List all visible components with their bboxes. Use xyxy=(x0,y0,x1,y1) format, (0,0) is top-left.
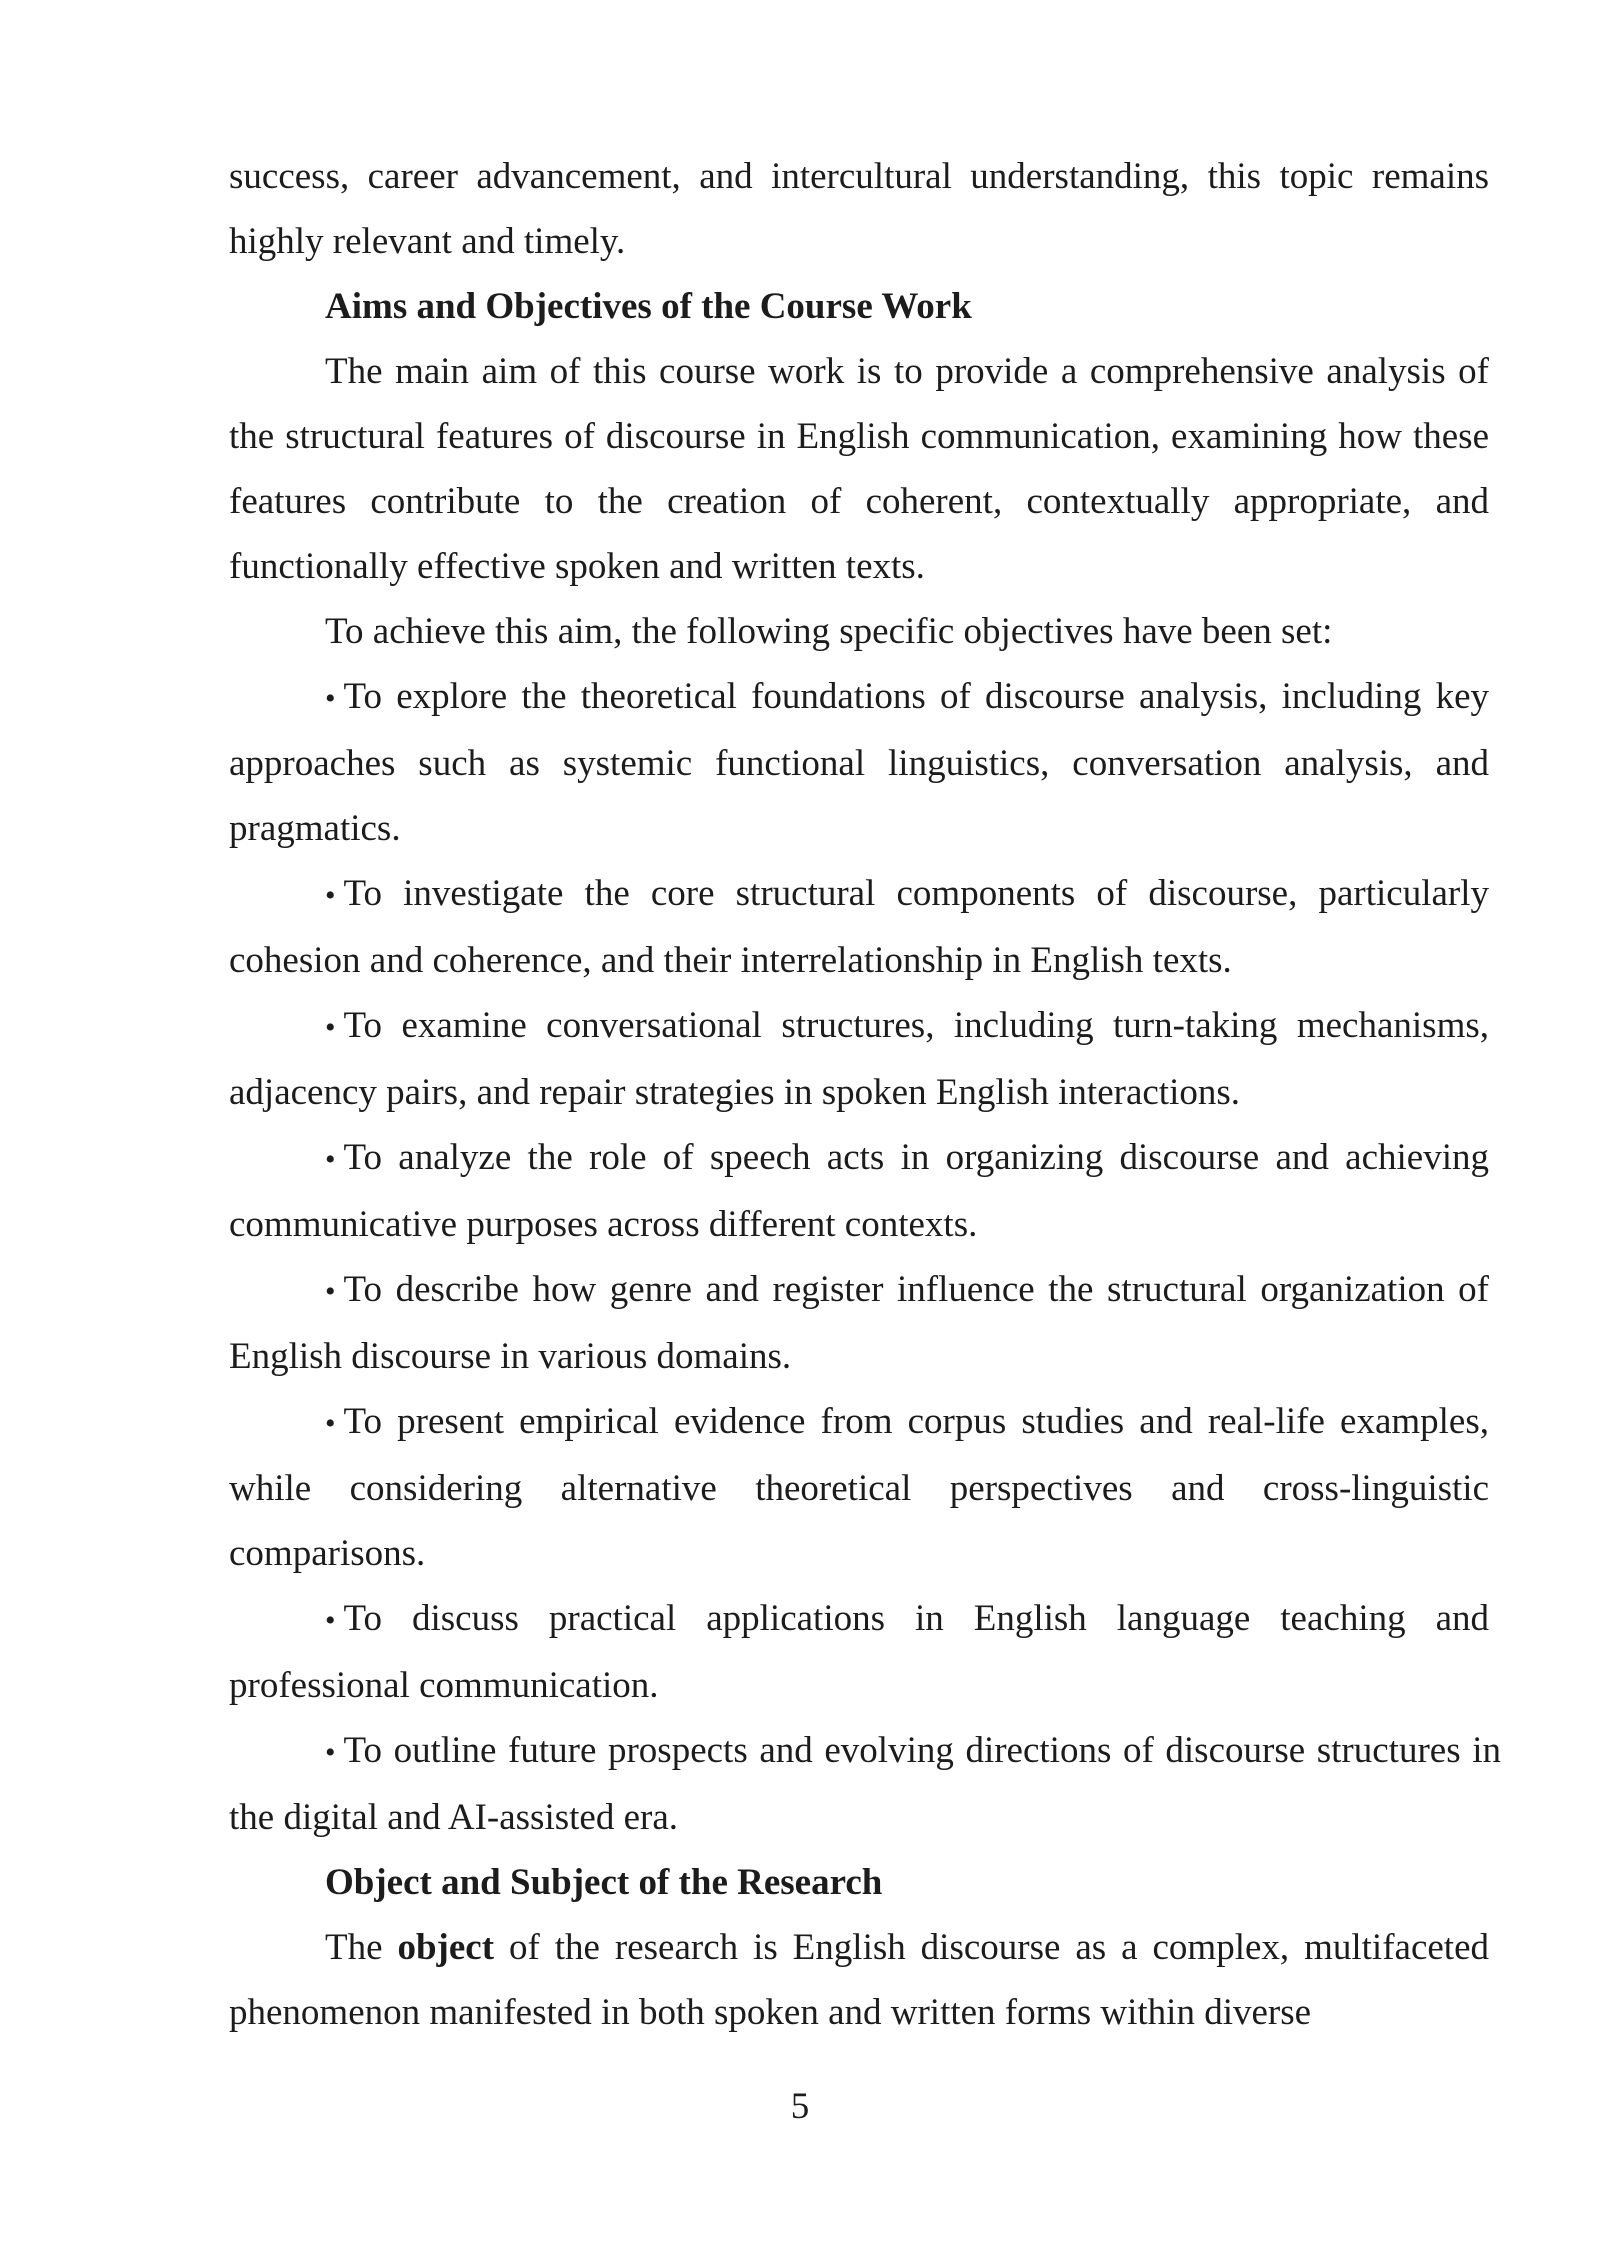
bullet-icon: • xyxy=(325,1275,336,1308)
objective-text: To describe how genre and register influence the structural organization of English discourse in various domains. xyxy=(229,1269,1489,1377)
objective-item xyxy=(229,1125,1489,1257)
bullet-icon: • xyxy=(325,1143,336,1176)
page-body xyxy=(229,144,1501,2045)
bullet-icon: • xyxy=(325,682,336,715)
bullet-icon: • xyxy=(325,1407,336,1440)
objective-text: To explore the theoretical foundations of discourse analysis, including key approaches such as systemic functional linguistics, conversation analysis, and pragmatics. xyxy=(229,676,1489,849)
objective-item xyxy=(229,664,1489,861)
object-paragraph xyxy=(229,1915,1489,2045)
objective-item xyxy=(229,993,1489,1125)
objective-item xyxy=(229,861,1489,993)
objective-text: To discuss practical applications in English language teaching and professional communication. xyxy=(229,1598,1489,1706)
objective-text: To examine conversational structures, including turn-taking mechanisms, adjacency pairs, and repair strategies in spoken English interactions. xyxy=(229,1005,1489,1113)
bullet-icon: • xyxy=(325,879,336,912)
object-body-text: of the research is English discourse as a complex, multifaceted phenomenon manifested in both spoken and written forms within diverse xyxy=(229,1927,1489,2033)
objective-item xyxy=(229,1718,1501,1850)
object-term: object xyxy=(397,1927,495,1968)
bullet-icon: • xyxy=(325,1011,336,1044)
page-number: 5 xyxy=(790,2086,810,2127)
object-lead-text: The xyxy=(325,1927,398,1968)
objective-text: To outline future prospects and evolving directions of discourse structures in the digital and AI-assisted era. xyxy=(229,1730,1501,1838)
aims-heading: Aims and Objectives of the Course Work xyxy=(325,286,972,327)
objective-item xyxy=(229,1389,1489,1586)
objective-item xyxy=(229,1257,1489,1389)
objective-item xyxy=(229,1586,1489,1718)
object-subject-heading: Object and Subject of the Research xyxy=(325,1862,883,1903)
objective-text: To present empirical evidence from corpus studies and real-life examples, while considering alternative theoretical perspectives and cross-linguistic comparisons. xyxy=(229,1401,1489,1574)
bullet-icon: • xyxy=(325,1604,336,1637)
objectives-intro-paragraph: To achieve this aim, the following specific objectives have been set: xyxy=(325,611,1333,652)
objective-text: To investigate the core structural components of discourse, particularly cohesion and coherence, and their interrelationship in English texts. xyxy=(229,873,1489,981)
objective-text: To analyze the role of speech acts in organizing discourse and achieving communicative purposes across different contexts. xyxy=(229,1137,1489,1245)
bullet-icon: • xyxy=(325,1736,336,1769)
aim-paragraph: The main aim of this course work is to provide a comprehensive analysis of the structural features of discourse in English communication, examining how these features contribute to the creation of coherent, contextually appropriate, and functionally effective spoken and written texts. xyxy=(229,351,1489,587)
intro-continuation-paragraph: success, career advancement, and intercultural understanding, this topic remains highly relevant and timely. xyxy=(229,156,1489,262)
